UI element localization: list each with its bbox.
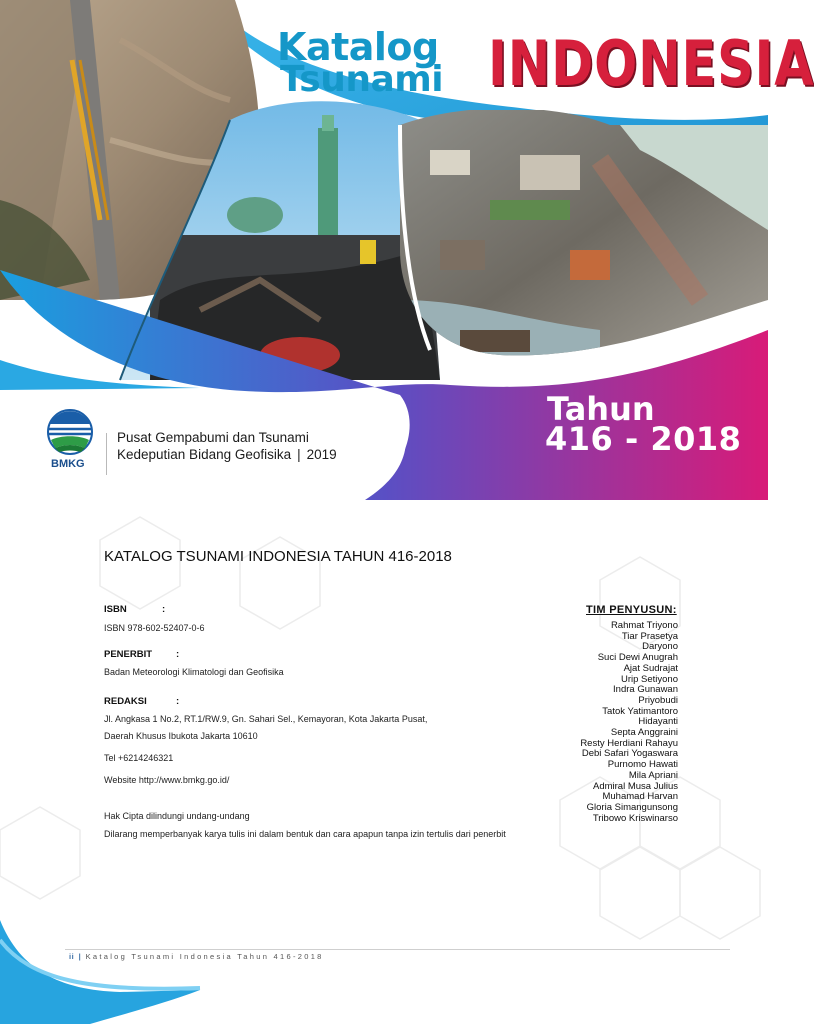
penerbit-colon: :	[176, 649, 180, 660]
team-member: Tatok Yatimantoro	[602, 705, 678, 717]
copyright-notice: Hak Cipta dilindungi undang-undang	[104, 811, 250, 821]
reproduction-notice: Dilarang memperbanyak karya tulis ini dalam bentuk dan cara apapun tanpa izin tertulis dari penerbit	[104, 829, 506, 839]
bmkg-logo-label: BMKG	[51, 458, 85, 470]
address-line2: Daerah Khusus Ibukota Jakarta 10610	[104, 731, 258, 741]
footer-divider	[65, 949, 730, 950]
redaksi-label-text: REDAKSI	[104, 696, 147, 707]
team-member: Suci Dewi Anugrah	[597, 652, 678, 664]
redaksi-colon: :	[176, 696, 180, 707]
cover-title-line1: Katalog	[277, 25, 439, 69]
team-member: Ajat Sudrajat	[623, 662, 678, 674]
redaksi-label	[104, 696, 180, 707]
document-title: KATALOG TSUNAMI INDONESIA TAHUN 416-2018	[104, 548, 452, 565]
page-number: ii	[69, 952, 75, 961]
org-division: Kedeputian Bidang Geofisika	[117, 447, 292, 462]
team-member: Gloria Simangunsong	[586, 801, 678, 813]
website: Website http://www.bmkg.go.id/	[104, 775, 230, 785]
isbn-colon: :	[162, 604, 166, 615]
team-member: Mila Apriani	[628, 769, 678, 781]
footer-separator: |	[78, 952, 82, 961]
team-list	[580, 621, 678, 824]
team-member: Tiar Prasetya	[621, 630, 678, 642]
team-member: Muhamad Harvan	[602, 791, 678, 803]
isbn-value: ISBN 978-602-52407-0-6	[104, 623, 205, 633]
org-line1: Pusat Gempabumi dan Tsunami	[117, 430, 309, 445]
telephone: Tel +6214246321	[104, 753, 174, 763]
team-heading: TIM PENYUSUN:	[586, 604, 677, 616]
org-separator: |	[297, 447, 301, 462]
team-member: Debi Safari Yogaswara	[581, 748, 678, 760]
cover-title-country: INDONESIA	[488, 27, 814, 100]
cover-title-line2: Tsunami	[280, 59, 444, 100]
logo-divider	[106, 433, 107, 475]
team-member: Urip Setiyono	[620, 673, 678, 685]
address-line1: Jl. Angkasa 1 No.2, RT.1/RW.9, Gn. Sahari Sel., Kemayoran, Kota Jakarta Pusat,	[104, 714, 428, 724]
team-member: Daryono	[642, 641, 678, 653]
team-member: Resty Herdiani Rahayu	[580, 737, 678, 749]
org-year: 2019	[306, 447, 337, 462]
isbn-label-text: ISBN	[104, 604, 127, 615]
team-member: Indra Gunawan	[613, 684, 678, 696]
imprint-page	[0, 500, 768, 1024]
page-footer	[69, 952, 324, 961]
running-title: Katalog Tsunami Indonesia Tahun 416-2018	[85, 952, 324, 961]
cover-year-label: Tahun	[547, 390, 655, 428]
team-member: Admiral Musa Julius	[593, 780, 678, 792]
team-member: Purnomo Hawati	[607, 759, 678, 771]
isbn-label	[104, 604, 166, 615]
team-member: Tribowo Kriswinarso	[592, 812, 678, 824]
penerbit-label-text: PENERBIT	[104, 649, 153, 660]
team-member: Priyobudi	[638, 694, 678, 706]
team-member: Septa Anggraini	[610, 727, 678, 739]
team-member: Hidayanti	[638, 716, 678, 728]
team-member: Rahmat Triyono	[610, 620, 678, 631]
penerbit-value: Badan Meteorologi Klimatologi dan Geofisika	[104, 667, 284, 677]
org-line2	[117, 447, 337, 462]
penerbit-label	[104, 649, 180, 660]
cover	[0, 0, 814, 500]
cover-year-range: 416 - 2018	[545, 420, 742, 458]
